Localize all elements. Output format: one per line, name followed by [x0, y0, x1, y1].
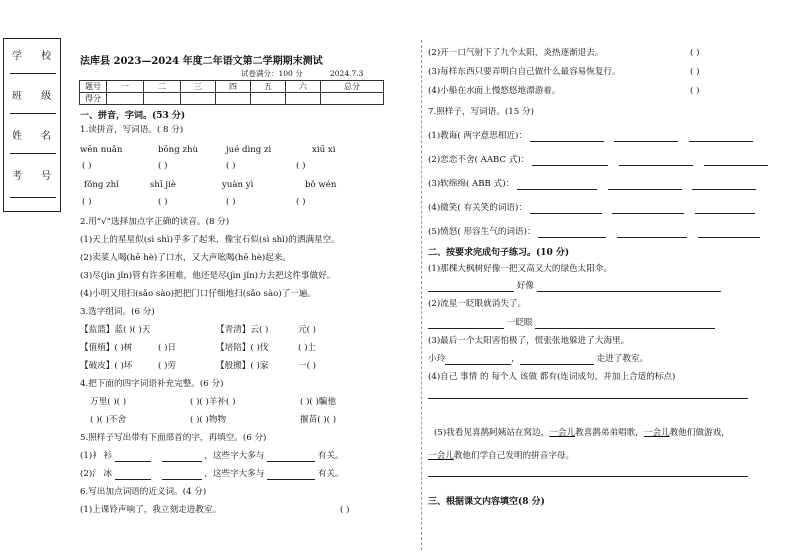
school-label: 学 校 — [12, 51, 60, 62]
q3-item[interactable]: 元( ) — [298, 325, 317, 335]
answer-line[interactable] — [267, 461, 315, 462]
answer-line[interactable] — [530, 213, 602, 214]
name-field[interactable] — [10, 153, 56, 154]
answer-blank[interactable]: ( ) — [226, 197, 236, 207]
section-1-title: 一、拼音，字词。(53 分) — [80, 111, 186, 121]
q3-item[interactable]: 【培陪】( )伐 — [216, 343, 269, 353]
q4-item[interactable]: 万里( )( ) — [90, 397, 127, 407]
name-label: 姓 名 — [12, 131, 60, 142]
q7-item[interactable] — [428, 179, 756, 190]
q5-item[interactable] — [80, 451, 344, 462]
q4-item[interactable]: ( )( )物物 — [190, 415, 227, 425]
answer-line[interactable] — [537, 291, 721, 292]
section-3-title: 三、根据课文内容填空(8 分) — [428, 497, 545, 507]
s2-item: (3)最后一个太阳害怕极了，慌张张地躲进了大海里。 — [428, 336, 630, 346]
s2-fill-word: 走进了教室。 — [596, 354, 649, 364]
answer-line[interactable] — [617, 237, 687, 238]
answer-line[interactable] — [428, 398, 748, 399]
q3-item[interactable]: 【值植】( )树 — [80, 343, 133, 353]
q7-prompt: (1)教诲( 两字意思相近)： — [428, 131, 527, 141]
answer-blank[interactable]: ( ) — [82, 161, 92, 171]
q7-item[interactable] — [428, 227, 760, 238]
s2-text: 教他们学自己发明的拼音字母。 — [453, 451, 575, 461]
score-input[interactable] — [216, 93, 251, 105]
answer-blank[interactable]: ( ) — [296, 197, 306, 207]
q2-item[interactable]: (2)卖菜人喝(hē hè)了口水，又大声吆喝(hē hè)起来。 — [80, 253, 292, 263]
answer-blank[interactable]: ( ) — [158, 197, 168, 207]
pinyin: jué dìng zì — [226, 145, 272, 155]
q3-item[interactable]: 【青清】云( ) — [216, 325, 269, 335]
q5-example: (1)衤 衫 — [80, 451, 113, 461]
exam-no-label: 考 号 — [12, 171, 60, 182]
score-cell: 三 — [181, 81, 216, 93]
q4-item[interactable]: ( )( )羊补( ) — [190, 397, 236, 407]
q3-item[interactable]: ( )土 — [298, 343, 317, 353]
school-field[interactable] — [10, 73, 56, 74]
q1-title: 1.读拼音，写词语。( 8 分) — [80, 125, 184, 135]
q5-item[interactable] — [80, 469, 344, 480]
pinyin: shī jiè — [150, 180, 176, 190]
q7-title: 7.照样子，写词语。(15 分) — [428, 107, 534, 117]
answer-blank[interactable]: ( ) — [158, 161, 168, 171]
score-input[interactable] — [251, 93, 286, 105]
answer-line[interactable] — [704, 165, 768, 166]
answer-line[interactable] — [692, 189, 756, 190]
q2-title: 2.用“√”选择加点字正确的读音。(8 分) — [80, 217, 230, 227]
q3-item[interactable]: 【般搬】( )家 — [216, 361, 269, 371]
s2-answer[interactable]: 小玲 ， 走进了教室。 — [428, 354, 649, 364]
s2-fill-word: 小玲 — [428, 354, 446, 364]
q5-example: (2)氵 冰 — [80, 469, 113, 479]
s2-item-5 — [434, 428, 730, 439]
answer-line[interactable] — [428, 476, 748, 477]
q3-title: 3.选字组词。(6 分) — [80, 307, 155, 317]
q6-item: (1)上课铃声响了，我立刻走进教室。 — [80, 505, 222, 515]
score-table — [79, 80, 384, 105]
q3-item[interactable]: 一( ) — [298, 361, 317, 371]
score-input[interactable] — [107, 93, 144, 105]
q4-title: 4.把下面的四字词语补充完整。(6 分) — [80, 379, 224, 389]
answer-line[interactable] — [428, 328, 504, 329]
score-cell: 得分 — [80, 93, 107, 105]
answer-blank[interactable]: ( ) — [340, 505, 350, 515]
q6-item: (4)小船在水面上慢悠悠地漂游着。 — [428, 86, 561, 96]
q5-text: ，这些字大多与 — [204, 469, 265, 479]
s2-text: 教他们做游戏， — [669, 428, 730, 438]
q7-prompt: (3)软绵绵( ABB 式)： — [428, 179, 515, 189]
pinyin: fǒng zhǐ — [84, 180, 119, 190]
exam-no-field[interactable] — [10, 197, 56, 198]
answer-line[interactable] — [619, 165, 693, 166]
answer-line[interactable] — [698, 237, 760, 238]
q2-item[interactable]: (4)小明又用扫(sǎo sào)把把门口仔细地扫(sǎo sào)了一遍。 — [80, 289, 316, 299]
q3-item[interactable]: ( )日 — [158, 343, 177, 353]
answer-line[interactable] — [695, 213, 755, 214]
s2-fill-word: 一眨眼 — [506, 318, 533, 328]
exam-title: 法库县 2023—2024 年度二年语文第二学期期末测试 — [80, 56, 323, 67]
score-cell: 二 — [144, 81, 181, 93]
q5-title: 5.照样子写出带有下面部首的字，再填空。(6 分) — [80, 433, 267, 443]
s2-underlined: 一会儿 — [428, 451, 454, 461]
answer-line[interactable] — [115, 461, 151, 462]
answer-line[interactable] — [517, 189, 597, 190]
s2-answer[interactable] — [428, 281, 721, 292]
score-cell: 五 — [251, 81, 286, 93]
section-2-title: 二、按要求完成句子练习。(10 分) — [428, 248, 570, 258]
q7-prompt: (2)恋恋不舍( AABC 式)： — [428, 155, 530, 165]
s2-text: 教喜鹊弟弟唱歌， — [575, 428, 644, 438]
q4-item[interactable]: ( )( )不舍 — [90, 415, 127, 425]
q5-text: ，这些字大多与 — [204, 451, 265, 461]
q3-item[interactable]: ( )劳 — [158, 361, 177, 371]
q6-item: (2)开一口气射下了九个太阳，炎热逐渐退去。 — [428, 48, 604, 58]
q6-item: (3)每样东西只要弄明白自己做什么最容易恢复行。 — [428, 67, 621, 77]
answer-line[interactable] — [612, 213, 684, 214]
pinyin: bōng zhù — [158, 145, 199, 155]
score-cell: 四 — [216, 81, 251, 93]
q3-item[interactable]: 【破皮】( )坏 — [80, 361, 133, 371]
answer-blank[interactable]: ( ) — [690, 48, 700, 58]
answer-line[interactable] — [535, 328, 715, 329]
student-info-box — [3, 38, 61, 212]
pinyin: wēn nuǎn — [80, 145, 123, 155]
answer-line[interactable] — [530, 141, 604, 142]
q7-prompt: (4)微笑( 有关笑的词语)： — [428, 203, 527, 213]
answer-line[interactable] — [445, 364, 511, 365]
answer-line[interactable] — [538, 237, 606, 238]
page-divider — [421, 40, 422, 550]
s2-underlined: 一会儿 — [549, 428, 576, 438]
score-input[interactable] — [321, 93, 384, 105]
q2-item[interactable]: (3)尽(jìn jǐn)管有许多困难，他还是尽(jìn jǐn)力去把这件事做好。 — [80, 271, 336, 281]
answer-line[interactable] — [689, 141, 753, 142]
q7-prompt: (5)愤怒( 形容生气的词语)： — [428, 227, 536, 237]
s2-item: (4)自己 事情 的 每个人 该做 都有(连词成句，并加上合适的标点) — [428, 372, 676, 382]
answer-line[interactable] — [162, 479, 202, 480]
s2-fill-word: 好像 — [516, 281, 534, 291]
q6-title: 6.写出加点词语的近义词。(4 分) — [80, 487, 207, 497]
s2-item: (1)那棵大枫树好像一把又高又大的绿色太阳伞。 — [428, 264, 613, 274]
full-score: 试卷满分：100 分 — [241, 69, 303, 78]
pinyin: xiū xi — [312, 145, 336, 155]
score-cell: 题号 — [80, 81, 107, 93]
q5-text: 有关。 — [317, 451, 344, 461]
answer-line[interactable] — [162, 461, 202, 462]
score-input[interactable] — [181, 93, 216, 105]
answer-line[interactable] — [267, 479, 315, 480]
q7-item[interactable] — [428, 131, 753, 142]
class-label: 班 级 — [12, 91, 60, 102]
score-input[interactable] — [144, 93, 181, 105]
answer-line[interactable] — [532, 165, 608, 166]
score-table-header-row — [80, 81, 384, 93]
answer-line[interactable] — [428, 291, 514, 292]
class-field[interactable] — [10, 113, 56, 114]
s2-text: (5)我看见喜鹊阿姨站在窝边， — [434, 428, 550, 438]
pinyin: yuàn yì — [222, 180, 254, 190]
q4-item[interactable]: 揠苗( )( ) — [300, 415, 337, 425]
answer-line[interactable] — [614, 141, 678, 142]
answer-blank[interactable]: ( ) — [296, 161, 306, 171]
score-cell: 一 — [107, 81, 144, 93]
q2-item[interactable]: (1)天上的星星似(sì shì)乎多了起来，像宝石似(sì shì)的洒满星空。 — [80, 235, 340, 245]
score-input[interactable] — [286, 93, 321, 105]
q7-item[interactable] — [428, 203, 755, 214]
pinyin: bǒ wén — [305, 180, 337, 190]
answer-blank[interactable]: ( ) — [690, 67, 700, 77]
s2-underlined: 一会儿 — [643, 428, 670, 438]
s2-answer[interactable] — [428, 318, 715, 329]
s2-item: (2)流星一眨眼就消失了。 — [428, 299, 527, 309]
exam-date: 2024.7.3 — [330, 69, 364, 78]
score-cell: 总分 — [321, 81, 384, 93]
answer-blank[interactable]: ( ) — [690, 86, 700, 96]
answer-blank[interactable]: ( ) — [82, 197, 92, 207]
score-table-score-row — [80, 93, 384, 105]
answer-line[interactable] — [520, 364, 594, 365]
q4-item[interactable]: ( )( )騙他 — [300, 397, 337, 407]
answer-line[interactable] — [608, 189, 682, 190]
q3-item[interactable]: 【监篮】蓝( )( )天 — [80, 325, 151, 335]
answer-blank[interactable]: ( ) — [226, 161, 236, 171]
q5-text: 有关。 — [317, 469, 344, 479]
score-cell: 六 — [286, 81, 321, 93]
q7-item[interactable] — [428, 155, 768, 166]
s2-item-5-cont — [428, 451, 574, 462]
answer-line[interactable] — [115, 479, 151, 480]
